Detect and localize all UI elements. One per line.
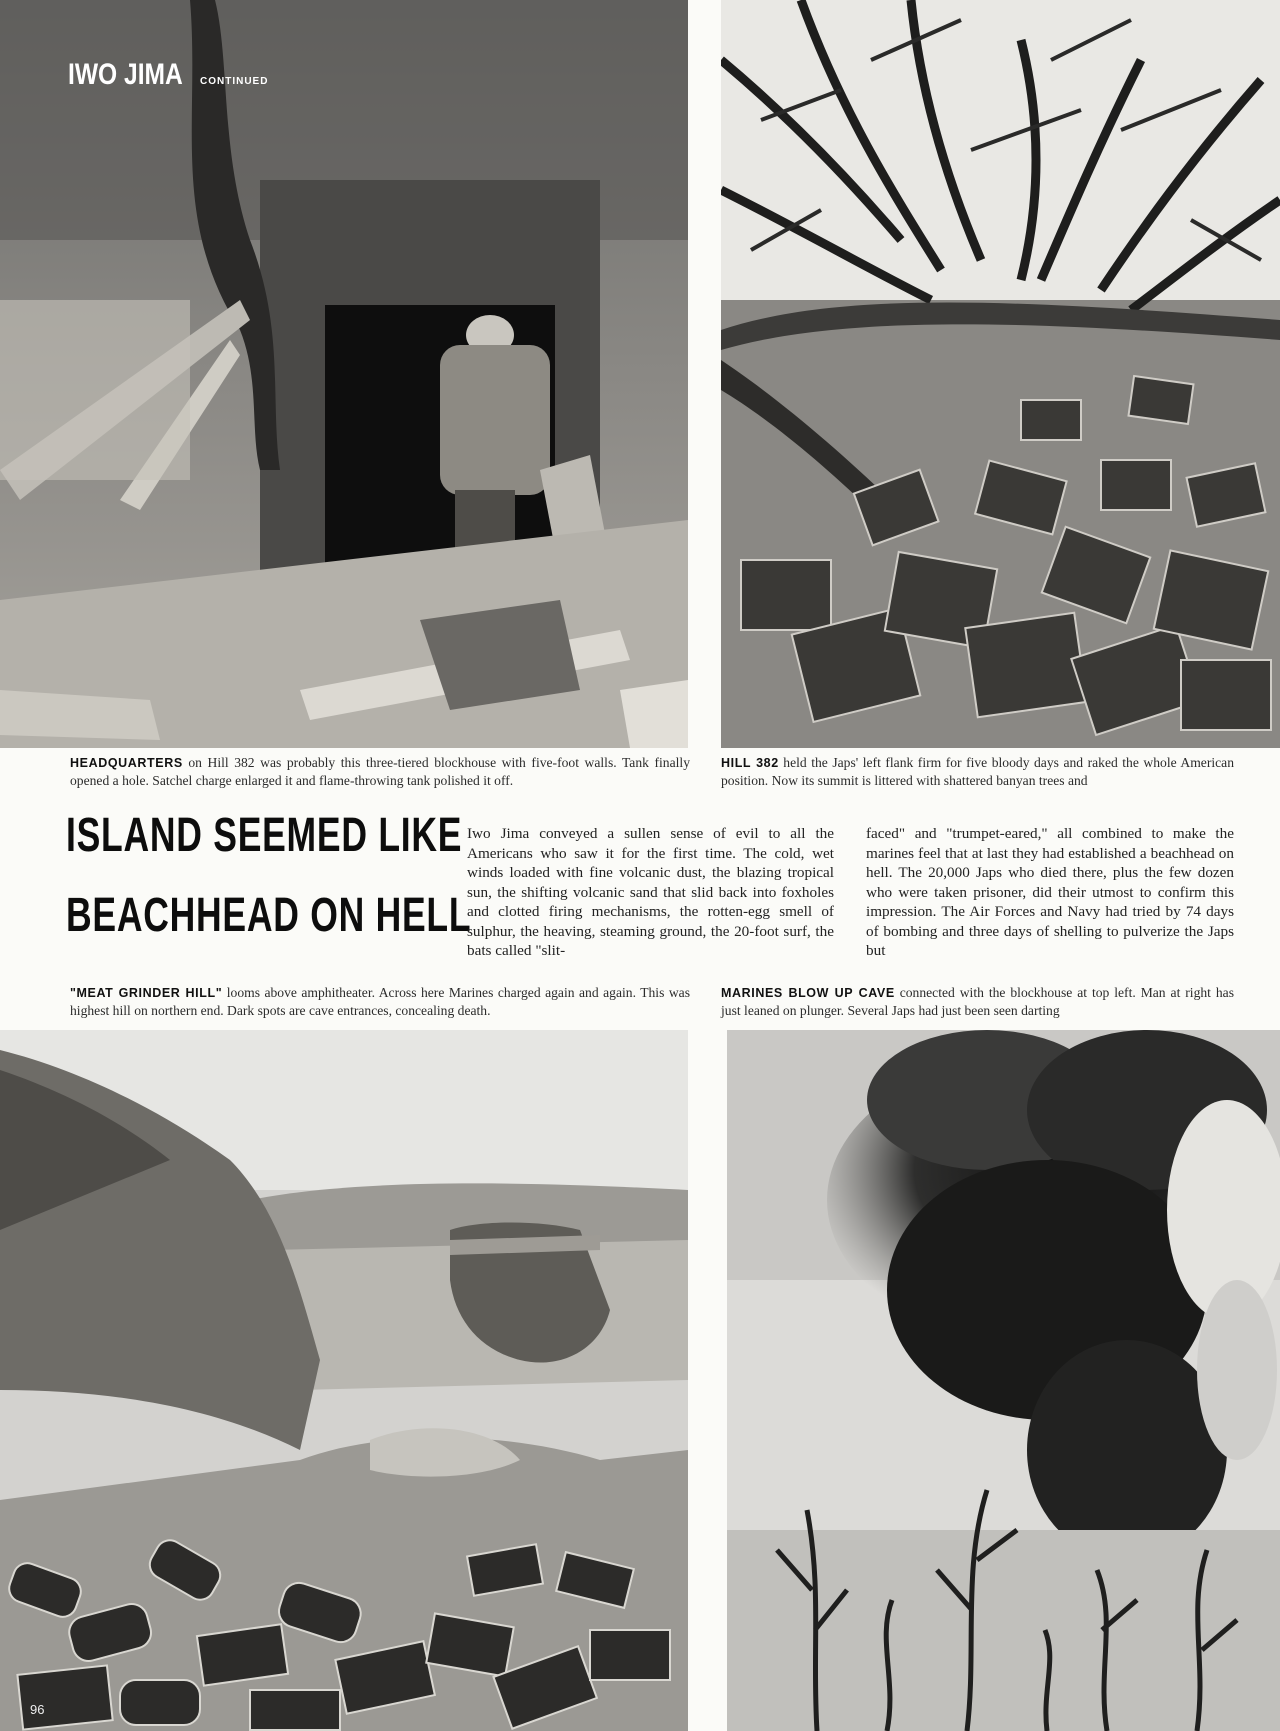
caption-meat-grinder-hill (70, 984, 690, 1020)
section-title: IWO JIMA (68, 58, 183, 91)
caption-text: looms above amphitheater. Across here Marines charged again and again. This was highest hill on northern end. Dark spots are cave entrances, concealing death. (70, 985, 690, 1018)
article-headline (66, 809, 472, 942)
section-subtitle: CONTINUED (200, 76, 269, 87)
caption-text: held the Japs' left flank firm for five bloody days and raked the whole American position. Now its summit is littered with shattered banyan trees and (721, 755, 1234, 788)
caption-text: on Hill 382 was probably this three-tiered blockhouse with five-foot walls. Tank finally opened a hole. Satchel charge enlarged it and flame-throwing tank polished it off. (70, 755, 690, 788)
photo-meat-grinder-hill (0, 1030, 688, 1731)
caption-headquarters (70, 754, 690, 790)
caption-lead: "MEAT GRINDER HILL" (70, 986, 223, 1000)
caption-blow-up-cave (721, 984, 1234, 1020)
headline-line-1: ISLAND SEEMED LIKE (66, 809, 463, 862)
article-column-2: faced" and "trumpet-eared," all combined to make the marines feel that at last they had established a beachhead on hell. The 20,000 Japs who died there, plus the few dozen who were taken prisoner, did their utmost to confirm this impression. The Air Forces and Navy had tried by 74 days of bombing and three days of shelling to pulverize the Japs but (866, 825, 1234, 959)
headline-line-2: BEACHHEAD ON HELL (66, 889, 472, 942)
photo-cave-explosion (727, 1030, 1280, 1731)
caption-lead: MARINES BLOW UP CAVE (721, 986, 895, 1000)
page-number: 96 (30, 1702, 45, 1717)
caption-lead: HEADQUARTERS (70, 756, 183, 770)
caption-text: connected with the blockhouse at top left. Man at right has just leaned on plunger. Several Japs had just been seen darting (721, 985, 1234, 1018)
section-label (68, 58, 268, 92)
photo-hill-382 (721, 0, 1280, 748)
caption-lead: HILL 382 (721, 756, 779, 770)
caption-hill-382 (721, 754, 1234, 790)
photo-blockhouse (0, 0, 688, 748)
article-column-1: Iwo Jima conveyed a sullen sense of evil to all the Americans who saw it for the first time. The cold, wet winds loaded with fine volcanic dust, the blazing tropical sun, the shifting volcanic sand that slid back into foxholes and clotted firing mechanisms, the rotten-egg smell of sulphur, the heaving, steaming ground, the 20-foot surf, the bats called "slit- (467, 825, 834, 959)
